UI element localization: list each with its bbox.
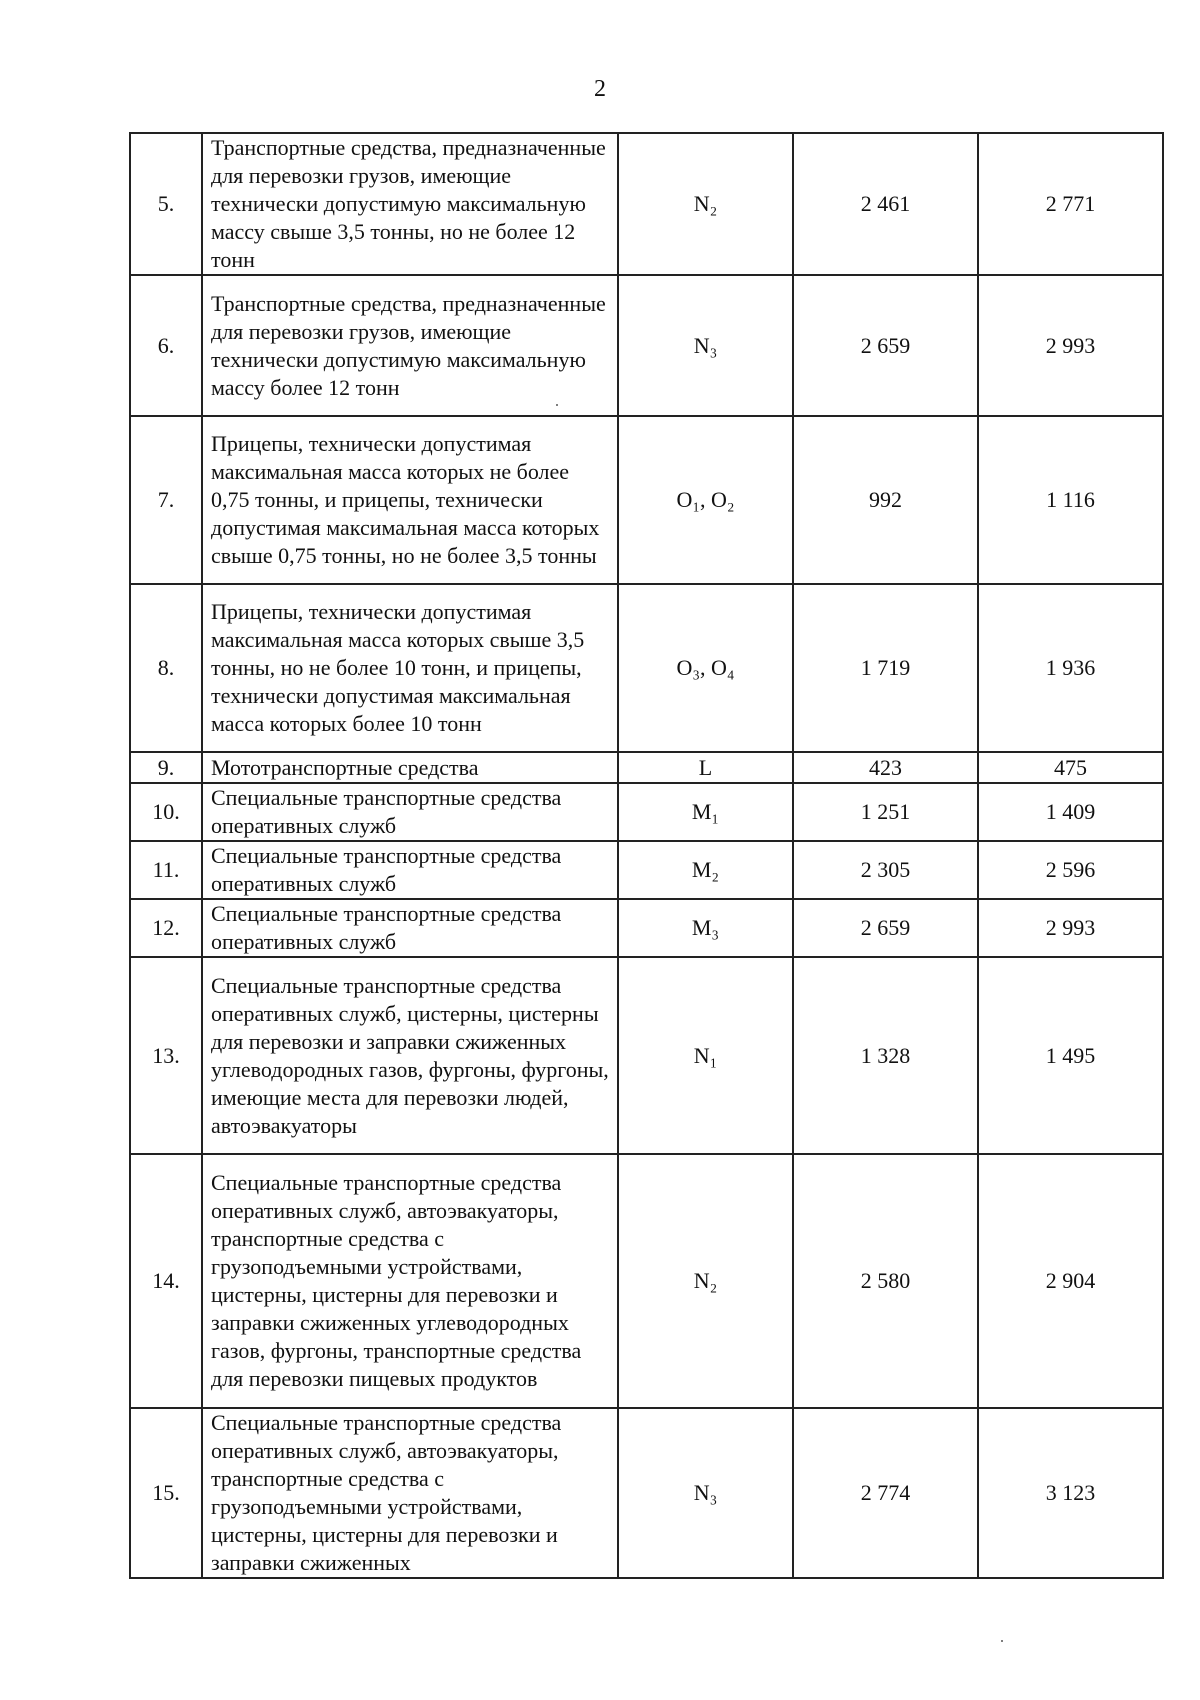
table-row — [130, 899, 1163, 957]
row-number: 10. — [130, 783, 202, 841]
row-number: 12. — [130, 899, 202, 957]
vehicle-description: Прицепы, технически допустимая максимальная масса которых свыше 3,5 тонны, но не более 10 тонн, и прицепы, технически допустимая максимальная масса которых более 10 тонн — [202, 584, 618, 752]
value-column-2: 1 116 — [978, 416, 1163, 584]
value-column-1: 2 461 — [793, 133, 978, 275]
row-number: 14. — [130, 1154, 202, 1408]
row-number: 13. — [130, 957, 202, 1154]
vehicle-description: Специальные транспортные средства оперативных служб — [202, 841, 618, 899]
value-column-2: 2 771 — [978, 133, 1163, 275]
row-number: 9. — [130, 752, 202, 783]
table-row — [130, 133, 1163, 275]
vehicle-category: M₁ — [618, 783, 793, 841]
vehicle-description: Специальные транспортные средства оперативных служб, автоэвакуаторы, транспортные средства с грузоподъемными устройствами, цистерны, цистерны для перевозки и заправки сжиженных — [202, 1408, 618, 1578]
vehicle-description: Мототранспортные средства — [202, 752, 618, 783]
vehicle-description: Транспортные средства, предназначенные для перевозки грузов, имеющие технически допустимую максимальную массу свыше 3,5 тонны, но не более 12 тонн — [202, 133, 618, 275]
vehicle-category: O₃, O₄ — [618, 584, 793, 752]
table-row — [130, 752, 1163, 783]
value-column-1: 2 774 — [793, 1408, 978, 1578]
table-row — [130, 584, 1163, 752]
row-number: 5. — [130, 133, 202, 275]
value-column-1: 1 251 — [793, 783, 978, 841]
value-column-1: 423 — [793, 752, 978, 783]
vehicle-category: M₃ — [618, 899, 793, 957]
vehicle-category: N₃ — [618, 275, 793, 416]
row-number: 15. — [130, 1408, 202, 1578]
value-column-2: 1 495 — [978, 957, 1163, 1154]
table-row — [130, 1408, 1163, 1578]
scan-speck — [556, 404, 558, 406]
row-number: 8. — [130, 584, 202, 752]
table-row — [130, 783, 1163, 841]
value-column-2: 475 — [978, 752, 1163, 783]
vehicle-category: M₂ — [618, 841, 793, 899]
vehicle-category: L — [618, 752, 793, 783]
scan-speck — [1001, 1640, 1003, 1642]
vehicle-description: Прицепы, технически допустимая максимальная масса которых не более 0,75 тонны, и прицепы, технически допустимая максимальная масса которых свыше 0,75 тонны, но не более 3,5 тонны — [202, 416, 618, 584]
vehicle-description: Транспортные средства, предназначенные для перевозки грузов, имеющие технически допустимую максимальную массу более 12 тонн — [202, 275, 618, 416]
value-column-2: 1 936 — [978, 584, 1163, 752]
table-row — [130, 957, 1163, 1154]
row-number: 6. — [130, 275, 202, 416]
vehicle-category: O₁, O₂ — [618, 416, 793, 584]
value-column-1: 2 659 — [793, 899, 978, 957]
table-row — [130, 275, 1163, 416]
row-number: 11. — [130, 841, 202, 899]
value-column-2: 1 409 — [978, 783, 1163, 841]
row-number: 7. — [130, 416, 202, 584]
vehicle-category: N₂ — [618, 133, 793, 275]
value-column-1: 2 580 — [793, 1154, 978, 1408]
vehicle-category: N₁ — [618, 957, 793, 1154]
value-column-2: 2 904 — [978, 1154, 1163, 1408]
table-row — [130, 416, 1163, 584]
vehicle-category: N₃ — [618, 1408, 793, 1578]
tariff-table — [129, 132, 1164, 1579]
value-column-2: 3 123 — [978, 1408, 1163, 1578]
value-column-1: 992 — [793, 416, 978, 584]
vehicle-description: Специальные транспортные средства оперативных служб — [202, 899, 618, 957]
value-column-1: 2 659 — [793, 275, 978, 416]
value-column-1: 2 305 — [793, 841, 978, 899]
value-column-1: 1 719 — [793, 584, 978, 752]
vehicle-category: N₂ — [618, 1154, 793, 1408]
value-column-2: 2 993 — [978, 275, 1163, 416]
table-row — [130, 1154, 1163, 1408]
vehicle-description: Специальные транспортные средства оперативных служб — [202, 783, 618, 841]
vehicle-description: Специальные транспортные средства оперативных служб, цистерны, цистерны для перевозки и заправки сжиженных углеводородных газов, фургоны, фургоны, имеющие места для перевозки людей, автоэвакуаторы — [202, 957, 618, 1154]
value-column-2: 2 993 — [978, 899, 1163, 957]
table-row — [130, 841, 1163, 899]
vehicle-description: Специальные транспортные средства оперативных служб, автоэвакуаторы, транспортные средства с грузоподъемными устройствами, цистерны, цистерны для перевозки и заправки сжиженных углеводородных газов, фургоны, транспортные средства для перевозки пищевых продуктов — [202, 1154, 618, 1408]
value-column-1: 1 328 — [793, 957, 978, 1154]
value-column-2: 2 596 — [978, 841, 1163, 899]
page-number: 2 — [594, 76, 606, 102]
